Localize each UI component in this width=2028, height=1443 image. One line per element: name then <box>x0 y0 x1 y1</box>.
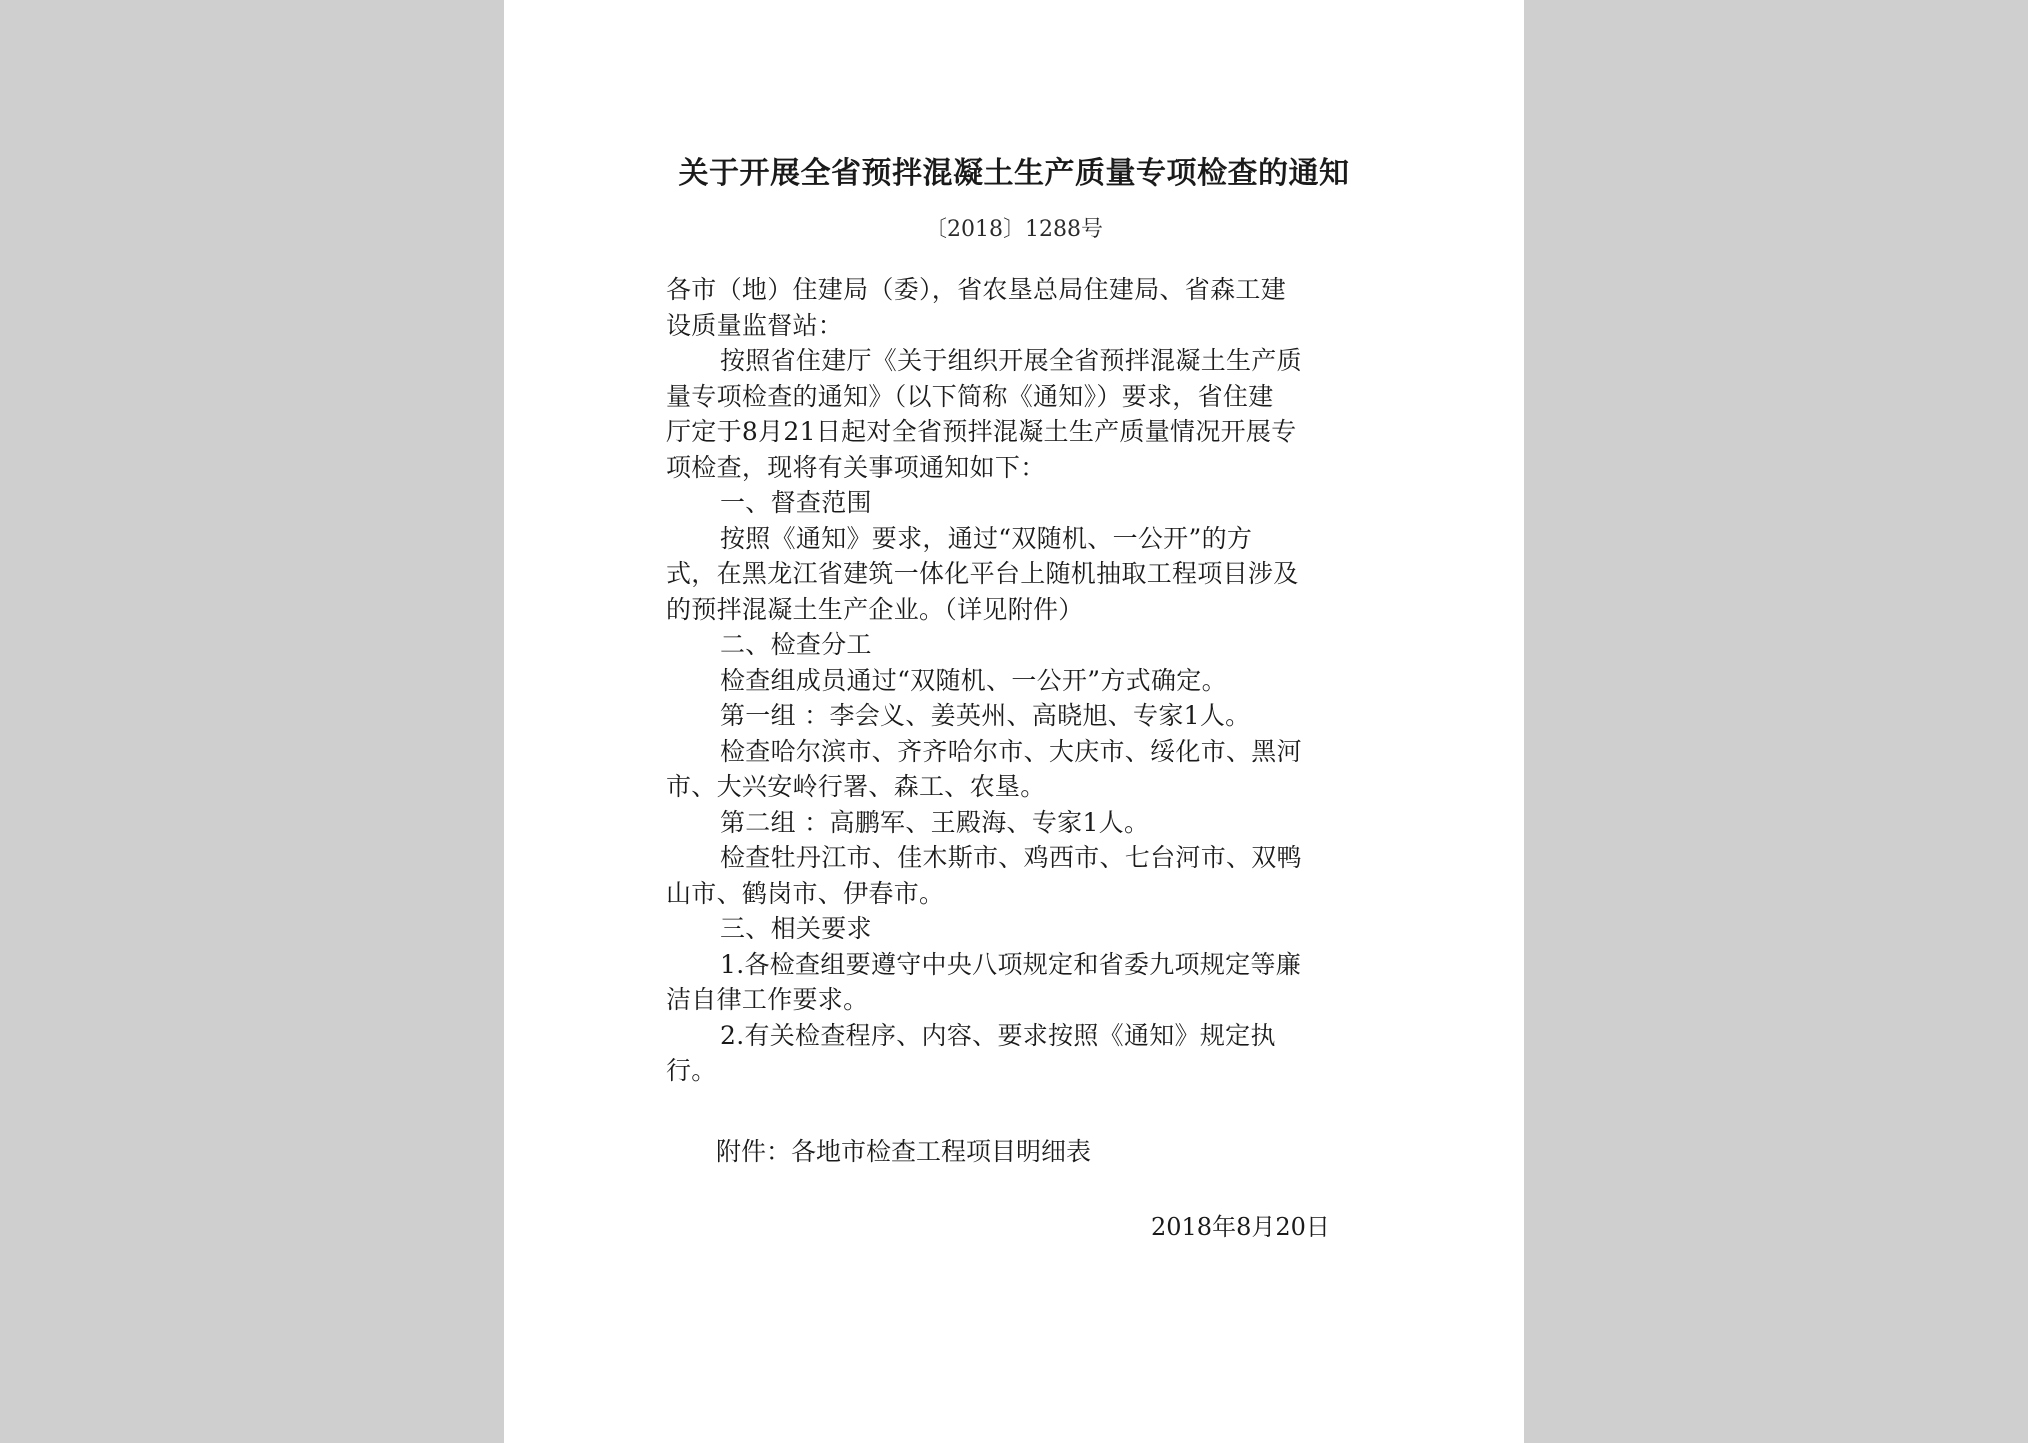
body-line: 山市、鹤岗市、伊春市。 <box>666 878 945 908</box>
body-line: 项检查，现将有关事项通知如下： <box>666 452 1046 482</box>
body-line: 第一组 ：李会义、姜英州、高晓旭、专家1人。 <box>720 701 1251 730</box>
document-number: 〔2018〕1288号 <box>925 217 1103 242</box>
document-title: 关于开展全省预拌混凝土生产质量专项检查的通知 <box>678 156 1350 191</box>
body-line: 1.各检查组要遵守中央八项规定和省委九项规定等廉 <box>720 949 1302 979</box>
body-line: 检查牡丹江市、佳木斯市、鸡西市、七台河市、双鸭 <box>720 843 1302 872</box>
body-line: 检查哈尔滨市、齐齐哈尔市、大庆市、绥化市、黑河 <box>720 736 1302 766</box>
body-line: 市、大兴安岭行署、森工、农垦。 <box>666 772 1046 801</box>
body-line: 按照《通知》要求，通过“双随机、一公开”的方 <box>720 523 1253 553</box>
document-date: 2018年8月20日 <box>1151 1213 1330 1241</box>
body-line: 行。 <box>666 1056 717 1085</box>
body-line: 二、检查分工 <box>720 630 872 659</box>
body-line: 检查组成员通过“双随机、一公开”方式确定。 <box>720 665 1227 695</box>
body-line: 量专项检查的通知》（以下简称《通知》）要求，省住建 <box>666 381 1274 411</box>
body-line: 第二组 ：高鹏军、王殿海、专家1人。 <box>720 807 1150 837</box>
body-line: 厅定于8月21日起对全省预拌混凝土生产质量情况开展专 <box>666 417 1297 446</box>
body-line: 一、督查范围 <box>720 488 872 517</box>
body-line: 洁自律工作要求。 <box>666 985 869 1014</box>
document-body <box>666 272 1366 1089</box>
body-line: 按照省住建厅《关于组织开展全省预拌混凝土生产质 <box>720 346 1302 375</box>
body-line: 的预拌混凝土生产企业。（详见附件） <box>666 594 1084 624</box>
document-page <box>504 0 1524 1443</box>
body-line: 各市（地）住建局（委），省农垦总局住建局、省森工建 <box>666 275 1287 304</box>
body-line: 2.有关检查程序、内容、要求按照《通知》规定执 <box>720 1020 1276 1050</box>
body-line: 设质量监督站： <box>666 310 844 340</box>
body-line: 式，在黑龙江省建筑一体化平台上随机抽取工程项目涉及 <box>666 559 1299 588</box>
body-line: 三、相关要求 <box>720 914 872 943</box>
attachment-note: 附件：各地市检查工程项目明细表 <box>716 1137 1092 1166</box>
